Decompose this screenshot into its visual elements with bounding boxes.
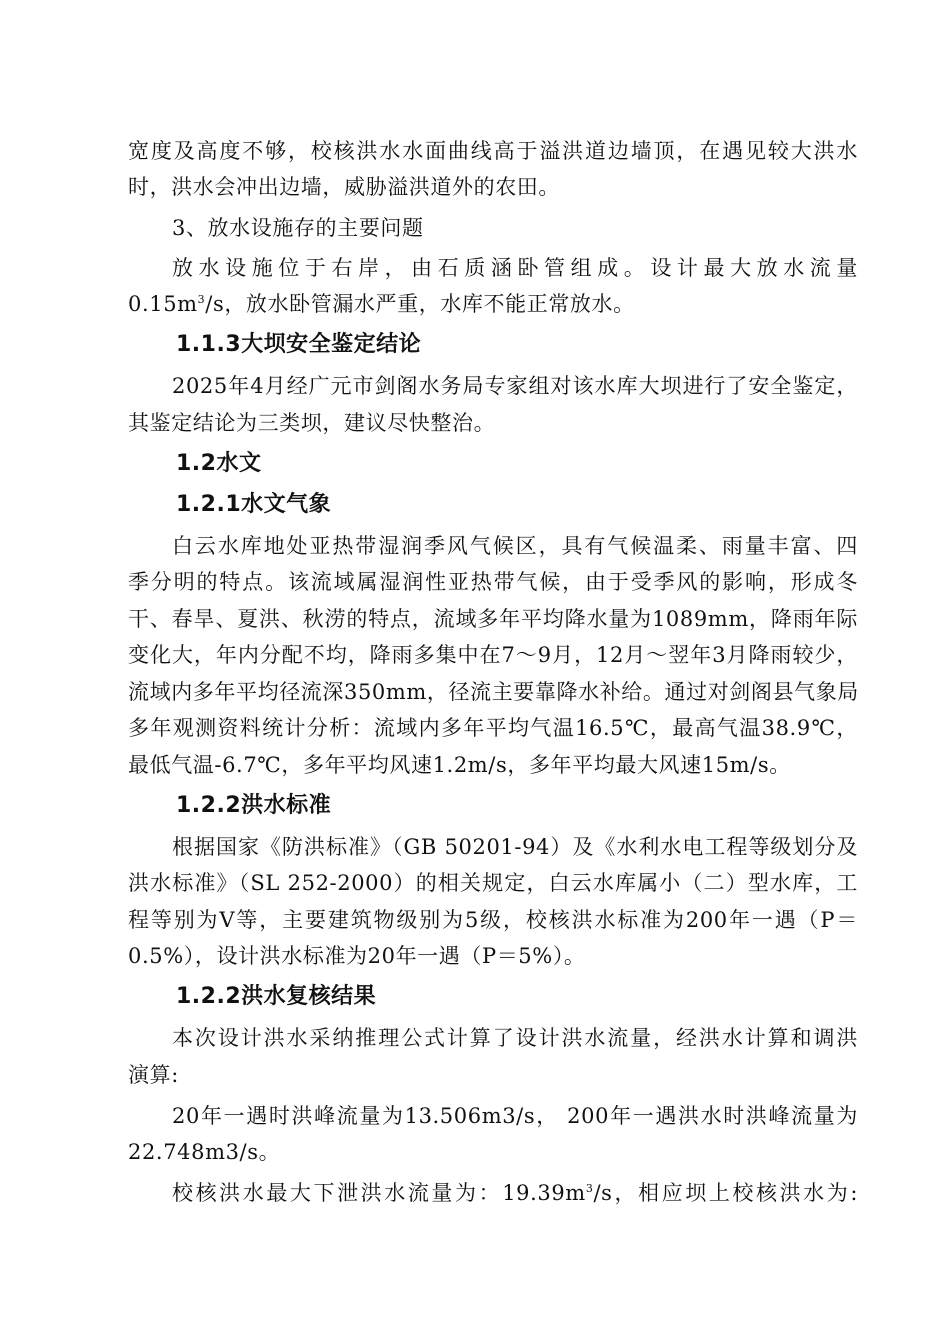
paragraph-line: 其鉴定结论为三类坝，建议尽快整治。 [128,411,496,435]
paragraph-line: 流域内多年平均径流深350mm，径流主要靠降水补给。通过对剑阁县气象局 [128,680,859,704]
subsection-heading: 1.2.2洪水复核结果 [176,984,377,1009]
list-item-heading: 3、放水设施存的主要问题 [172,216,424,240]
paragraph-line: 本次设计洪水采纳推理公式计算了设计洪水流量，经洪水计算和调洪 [172,1026,858,1050]
section-heading: 1.1.3大坝安全鉴定结论 [176,332,422,357]
paragraph-line: 洪水标准》（SL 252-2000）的相关规定，白云水库属小（二）型水库，工 [128,871,858,895]
paragraph-line: 2025年4月经广元市剑阁水务局专家组对该水库大坝进行了安全鉴定， [172,374,858,398]
subsection-heading: 1.2.1水文气象 [176,492,332,517]
paragraph-line: 20年一遇时洪峰流量为13.506m3/s， 200年一遇洪水时洪峰流量为 [172,1104,858,1128]
text-run: /s，放水卧管漏水严重，水库不能正常放水。 [205,292,635,316]
text-run: 0.15m [128,292,198,316]
paragraph-line: 程等别为Ⅴ等，主要建筑物级别为5级，校核洪水标准为200年一遇（P＝ [128,908,858,932]
paragraph-line: 演算: [128,1063,179,1087]
paragraph-line: 根据国家《防洪标准》（GB 50201-94）及《水利水电工程等级划分及 [172,835,858,859]
paragraph-line: 时，洪水会冲出边墙，威胁溢洪道外的农田。 [128,175,560,199]
superscript: 3 [197,293,206,306]
paragraph-line: 干、春旱、夏洪、秋涝的特点，流域多年平均降水量为1089mm，降雨年际 [128,607,858,631]
paragraph-line [128,289,858,319]
superscript: 3 [585,1182,594,1195]
paragraph-line: 季分明的特点。该流域属湿润性亚热带气候，由于受季风的影响，形成冬 [128,570,858,594]
paragraph-line: 22.748m3/s。 [128,1140,281,1164]
section-heading: 1.2水文 [176,451,262,476]
paragraph-line: 放水设施位于右岸，由石质涵卧管组成。设计最大放水流量 [172,256,858,280]
paragraph-line: 多年观测资料统计分析：流域内多年平均气温16.5℃，最高气温38.9℃， [128,716,858,740]
paragraph-line: 最低气温-6.7℃，多年平均风速1.2m/s，多年平均最大风速15m/s。 [128,753,791,777]
paragraph-line: 变化大，年内分配不均，降雨多集中在7～9月，12月～翌年3月降雨较少， [128,643,858,667]
paragraph-line [172,1178,858,1208]
paragraph-line: 白云水库地处亚热带湿润季风气候区，具有气候温柔、雨量丰富、四 [172,534,858,558]
subsection-heading: 1.2.2洪水标准 [176,793,332,818]
text-run: /s，相应坝上校核洪水为: [593,1181,858,1205]
text-run: 校核洪水最大下泄洪水流量为：19.39m [172,1181,586,1205]
paragraph-line: 0.5%），设计洪水标准为20年一遇（P＝5%）。 [128,944,586,968]
paragraph-line: 宽度及高度不够，校核洪水水面曲线高于溢洪道边墙顶，在遇见较大洪水 [128,139,858,163]
